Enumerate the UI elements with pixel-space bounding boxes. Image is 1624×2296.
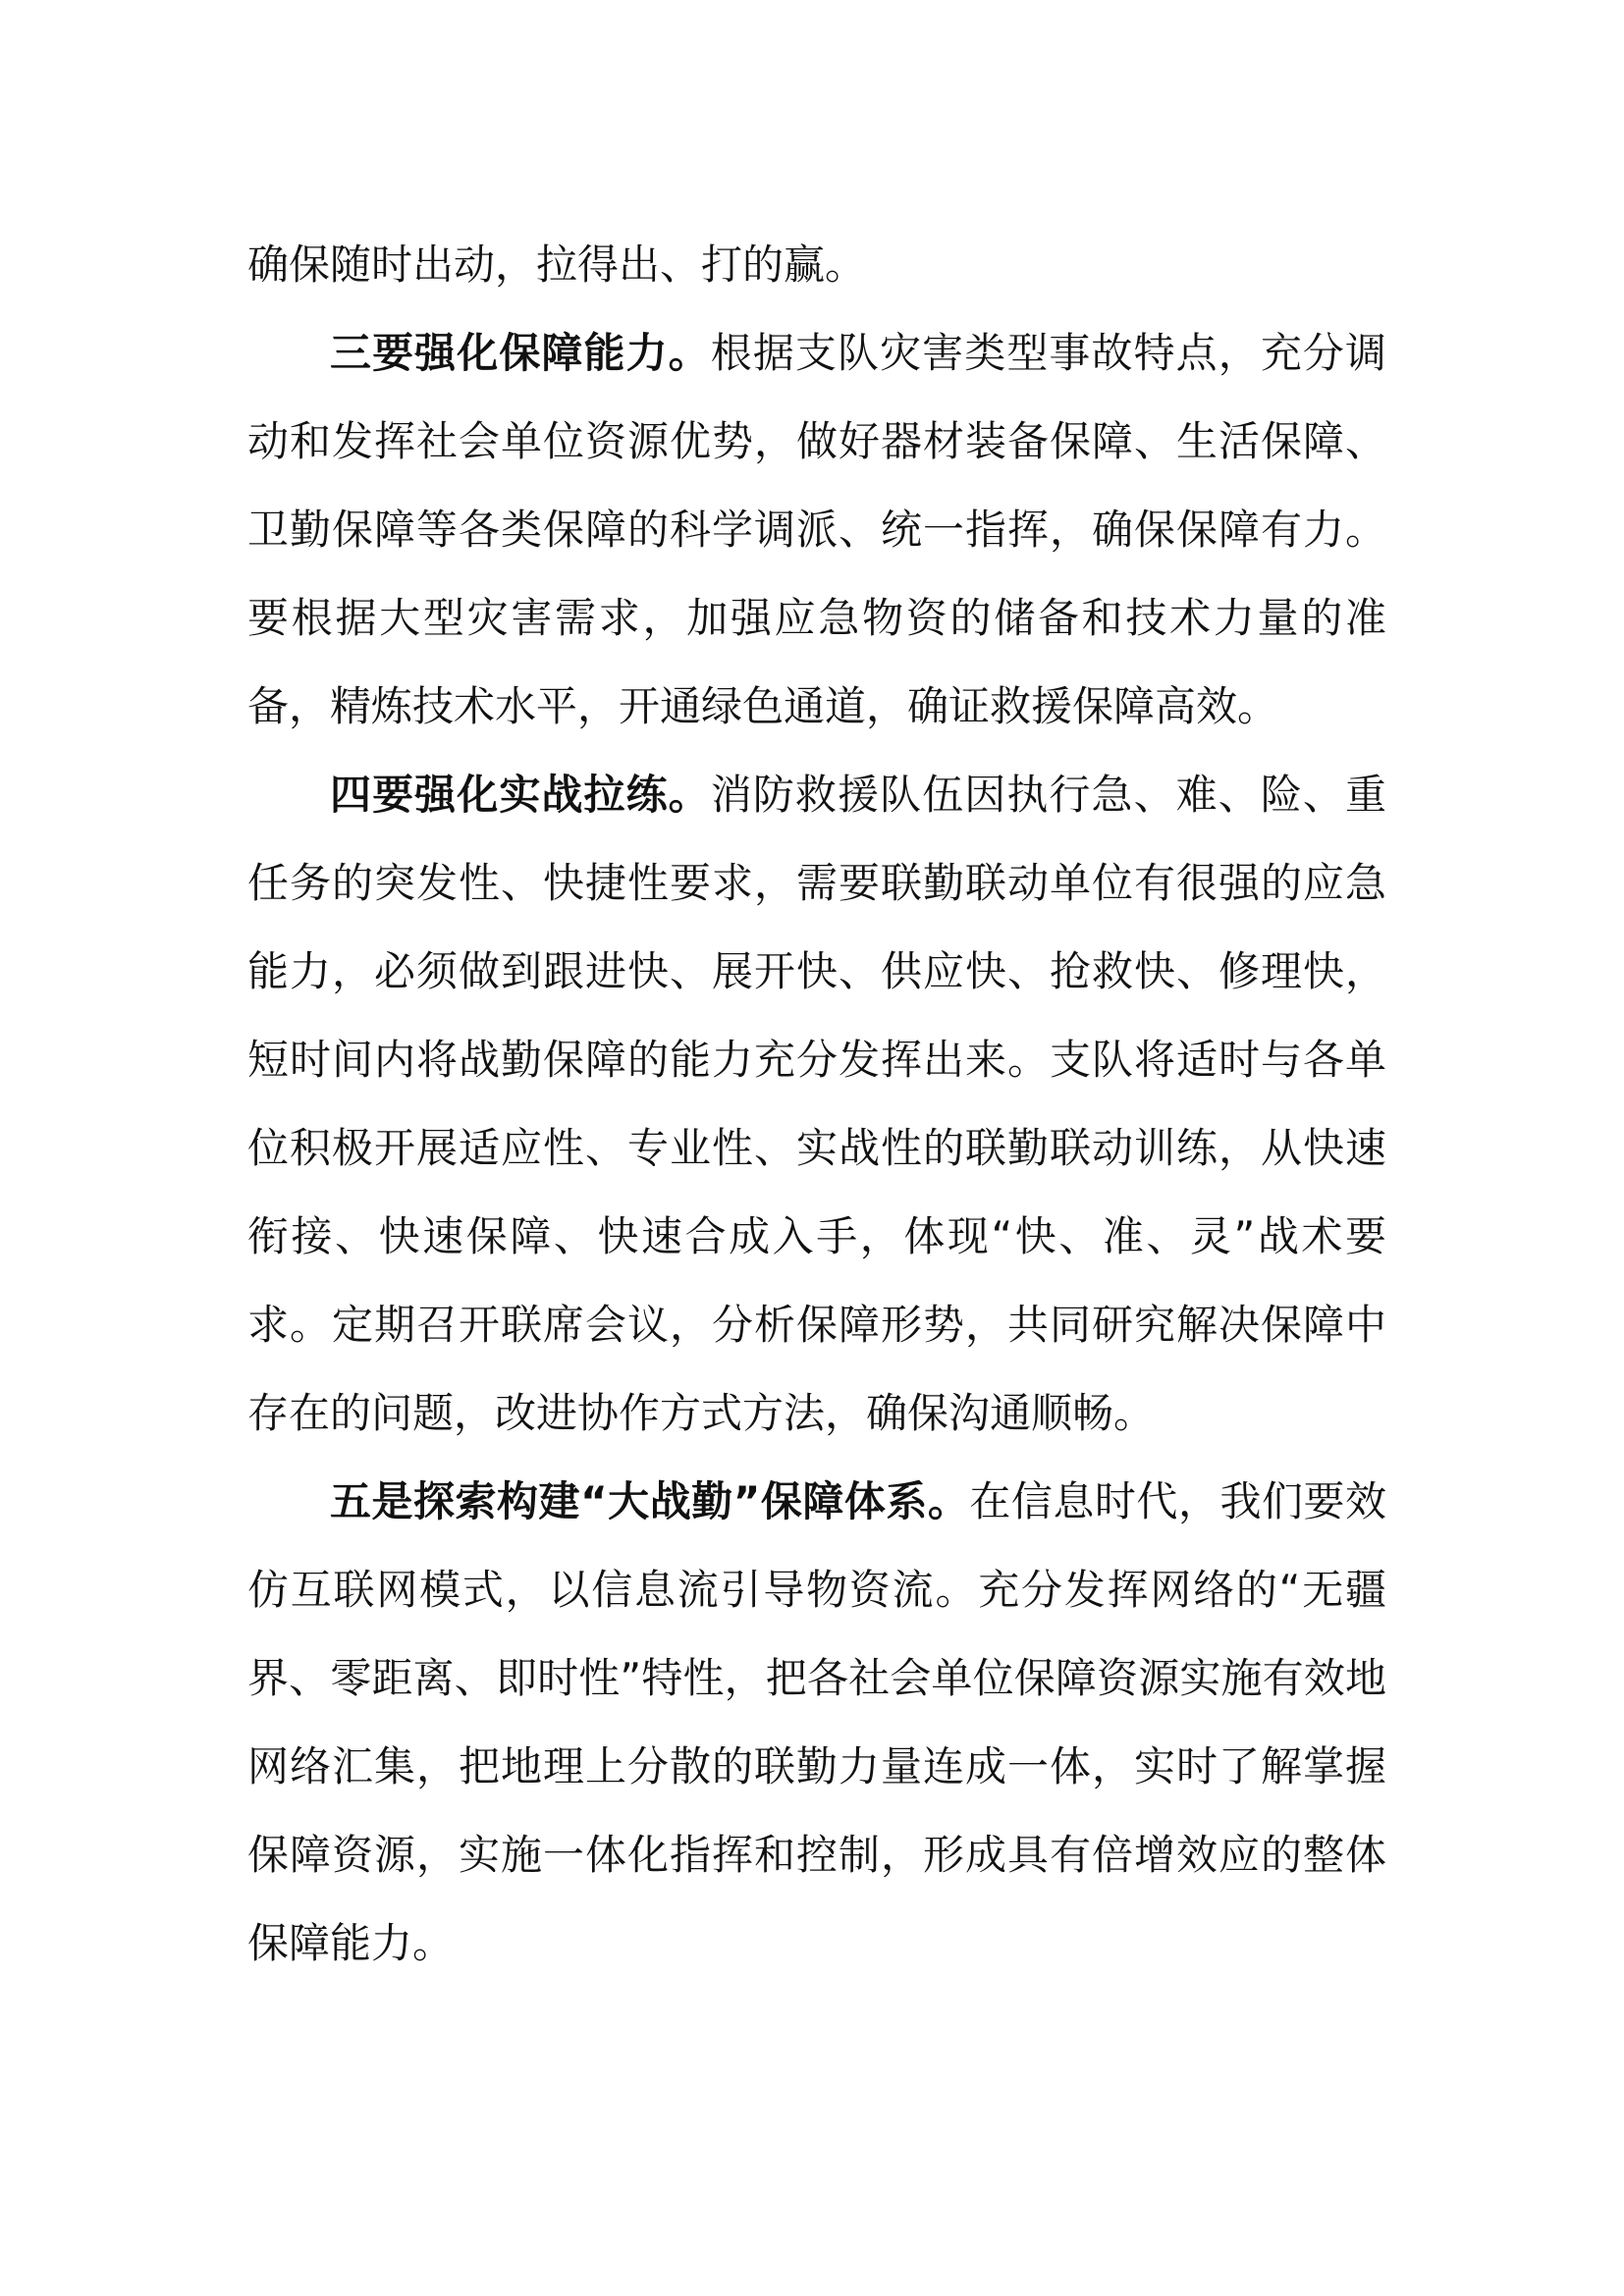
paragraph-body: 消防救援队伍因执行急、难、险、重任务的突发性、快捷性要求，需要联勤联动单位有很强的应急能力，必须做到跟进快、展开快、供应快、抢救快、修理快，短时间内将战勤保障的能力充分发挥出来。支队将适时与各单位积极开展适应性、专业性、实战性的联勤联动训练，从快速衔接、快速保障、快速合成入手，体现“快、准、灵”战术要求。定期召开联席会议，分析保障形势，共同研究解决保障中存在的问题，改进协作方式方法，确保沟通顺畅。 (247, 771, 1386, 1437)
paragraph-continuation (247, 221, 1386, 309)
paragraph-body: 根据支队灾害类型事故特点，充分调动和发挥社会单位资源优势，做好器材装备保障、生活保障、卫勤保障等各类保障的科学调派、统一指挥，确保保障有力。要根据大型灾害需求，加强应急物资的储备和技术力量的准备，精炼技术水平，开通绿色通道，确证救援保障高效。 (247, 329, 1386, 730)
paragraph-build-system (247, 1458, 1386, 1988)
paragraph-heading: 三要强化保障能力。 (330, 329, 711, 377)
document-body (247, 221, 1386, 1988)
paragraph-strengthen-drills (247, 751, 1386, 1458)
paragraph-body: 在信息时代，我们要效仿互联网模式，以信息流引导物资流。充分发挥网络的“无疆界、零距离、即时性”特性，把各社会单位保障资源实施有效地网络汇集，把地理上分散的联勤力量连成一体，实时了解掌握保障资源，实施一体化指挥和控制，形成具有倍增效应的整体保障能力。 (247, 1477, 1386, 1967)
paragraph-heading: 五是探索构建“大战勤”保障体系。 (330, 1477, 970, 1525)
paragraph-body: 确保随时出动，拉得出、打的赢。 (247, 240, 867, 289)
paragraph-strengthen-support (247, 309, 1386, 751)
paragraph-heading: 四要强化实战拉练。 (330, 771, 711, 819)
